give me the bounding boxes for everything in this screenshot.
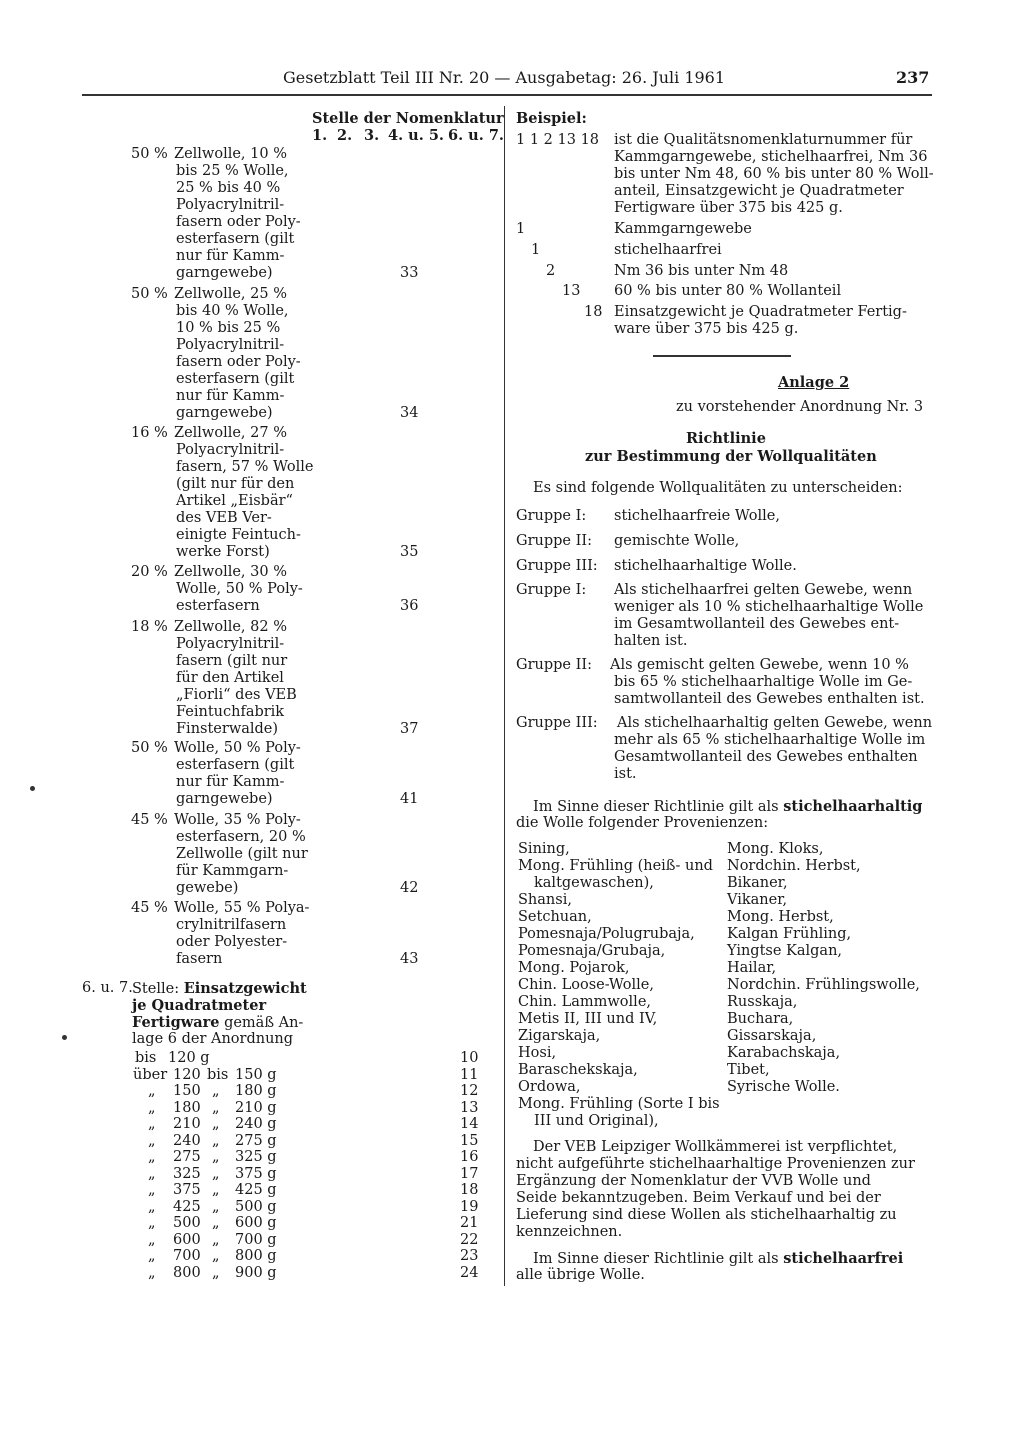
column-number: 1. <box>312 127 328 144</box>
definition-line: weniger als 10 % stichelhaarhaltige Wolle <box>614 599 924 615</box>
weight-from: 120 g <box>168 1050 210 1066</box>
weight-sep: „ <box>212 1083 220 1099</box>
provenance-item: kaltgewaschen), <box>534 875 654 891</box>
weight-sep: bis <box>207 1066 229 1083</box>
veb-line: Lieferung sind diese Wollen als stichelhaarhaltig zu <box>516 1207 897 1223</box>
weight-sep: „ <box>212 1215 220 1231</box>
beispiel-line: anteil, Einsatzgewicht je Quadratmeter <box>614 183 904 199</box>
provenance-item: Karabachskaja, <box>727 1045 841 1061</box>
column-number: 3. <box>364 127 380 144</box>
entry-line: Artikel „Eisbär“ <box>176 493 293 509</box>
stelle-label: Stelle: <box>132 981 180 997</box>
entry-code: 42 <box>400 880 419 896</box>
stelle-line-3 <box>132 1014 303 1032</box>
provenance-item: Vikaner, <box>727 892 788 908</box>
provenance-item: Baraschekskaja, <box>518 1062 638 1078</box>
entry-line: 25 % bis 40 % <box>176 180 281 196</box>
entry-percent: 45 % <box>131 812 168 828</box>
richtlinie-subtitle: zur Bestimmung der Wollqualitäten <box>585 448 877 465</box>
stelle-rest-1: gemäß An- <box>224 1015 304 1031</box>
provenance-item: Tibet, <box>727 1062 770 1078</box>
provenance-item: Sining, <box>518 841 570 857</box>
veb-line: nicht aufgeführte stichelhaarhaltige Provenienzen zur <box>516 1156 915 1172</box>
column-number: 6. u. 7. <box>448 127 504 144</box>
final-bold: stichelhaarfrei <box>783 1250 904 1267</box>
entry-line: Wolle, 50 % Poly- <box>174 740 301 756</box>
weight-sep: „ <box>212 1198 220 1215</box>
weight-to: 375 g <box>235 1165 277 1182</box>
weight-code: 10 <box>460 1050 479 1066</box>
provenance-item: Pomesnaja/Grubaja, <box>518 943 666 959</box>
weight-sep: „ <box>212 1116 220 1132</box>
weight-from: 700 <box>173 1248 201 1264</box>
entry-line: esterfasern, 20 % <box>176 829 306 845</box>
group-label: Gruppe I: <box>516 508 587 524</box>
entry-line: gewebe) <box>176 880 239 896</box>
final-line-1 <box>533 1250 903 1268</box>
provenance-intro-text: Im Sinne dieser Richtlinie gilt als <box>533 799 779 815</box>
entry-percent: 18 % <box>131 619 168 635</box>
header-title: Gesetzblatt Teil III Nr. 20 — Ausgabetag: 26. Juli 1961 <box>283 68 726 87</box>
scan-speck <box>62 1035 67 1040</box>
provenance-item: Russkaja, <box>727 994 798 1010</box>
entry-line: fasern, 57 % Wolle <box>176 459 314 475</box>
entry-line: Zellwolle, 82 % <box>174 619 287 635</box>
provenance-item: Hailar, <box>727 960 777 976</box>
stelle-line-4: lage 6 der Anordnung <box>132 1031 294 1047</box>
weight-from: 375 <box>173 1182 201 1198</box>
weight-sep: „ <box>212 1149 220 1165</box>
entry-code: 34 <box>400 405 419 421</box>
entry-line: fasern <box>176 951 223 967</box>
entry-line: (gilt nur für den <box>176 476 295 492</box>
stelle-bold-1: Einsatzgewicht <box>183 980 307 997</box>
definition-line: halten ist. <box>614 633 688 649</box>
group-text: stichelhaarhaltige Wolle. <box>614 558 797 574</box>
beispiel-line: ist die Qualitätsnomenklaturnummer für <box>614 132 913 148</box>
definition-label: Gruppe III: <box>516 715 598 731</box>
column-number: 4. u. 5. <box>388 127 444 144</box>
entry-line: für den Artikel <box>176 670 284 686</box>
entry-line: Zellwolle, 27 % <box>174 425 287 441</box>
provenance-item: Buchara, <box>727 1011 794 1027</box>
definition-label: Gruppe II: <box>516 657 592 673</box>
veb-line: Ergänzung der Nomenklatur der VVB Wolle und <box>516 1173 871 1189</box>
weight-to: 700 g <box>235 1231 277 1248</box>
breakdown-code: 1 <box>531 242 541 258</box>
weight-sep: „ <box>212 1182 220 1198</box>
entry-line: oder Polyester- <box>176 934 288 950</box>
definition-line: Gesamtwollanteil des Gewebes enthalten <box>614 749 918 765</box>
weight-from: 500 <box>173 1215 201 1231</box>
breakdown-line: Einsatzgewicht je Quadratmeter Fertig- <box>614 304 907 320</box>
weight-sep: „ <box>212 1165 220 1182</box>
weight-from: 275 <box>173 1149 201 1165</box>
anlage-subtitle: zu vorstehender Anordnung Nr. 3 <box>676 399 924 415</box>
entry-line: Zellwolle, 10 % <box>174 146 287 162</box>
entry-line: Feintuchfabrik <box>176 704 285 720</box>
provenance-item: Mong. Kloks, <box>727 841 824 857</box>
weight-code: 11 <box>460 1066 479 1083</box>
stelle-bold-3: Fertigware <box>132 1014 220 1031</box>
weight-code: 17 <box>460 1165 479 1182</box>
nomenclature-heading: Stelle der Nomenklatur <box>312 110 504 127</box>
entry-percent: 50 % <box>131 740 168 756</box>
veb-line: Seide bekanntzugeben. Beim Verkauf und bei der <box>516 1190 881 1206</box>
entry-line: fasern oder Poly- <box>176 214 301 230</box>
provenance-intro-line-2: die Wolle folgender Provenienzen: <box>516 815 769 831</box>
final-line-2: alle übrige Wolle. <box>516 1267 645 1283</box>
entry-code: 35 <box>400 544 419 560</box>
weight-code: 18 <box>460 1182 479 1198</box>
weight-from: 180 <box>173 1099 201 1116</box>
provenance-item: Mong. Pojarok, <box>518 960 630 976</box>
weight-to: 500 g <box>235 1198 277 1215</box>
column-divider <box>504 106 505 1286</box>
weight-prefix: „ <box>148 1149 156 1165</box>
weight-prefix: „ <box>148 1132 156 1149</box>
weight-sep: „ <box>212 1099 220 1116</box>
group-text: gemischte Wolle, <box>614 533 740 549</box>
entry-line: bis 25 % Wolle, <box>176 163 289 179</box>
provenance-item: Bikaner, <box>727 875 788 891</box>
entry-code: 33 <box>400 265 419 281</box>
weight-prefix: „ <box>148 1165 156 1182</box>
weight-code: 13 <box>460 1099 479 1116</box>
entry-code: 36 <box>400 598 419 614</box>
breakdown-code: 1 <box>516 221 526 237</box>
weight-prefix: „ <box>148 1198 156 1215</box>
provenance-item: Chin. Loose-Wolle, <box>518 977 654 993</box>
weight-code: 12 <box>460 1083 479 1099</box>
provenance-item: Shansi, <box>518 892 572 908</box>
provenance-item: Mong. Herbst, <box>727 909 834 925</box>
final-text: Im Sinne dieser Richtlinie gilt als <box>533 1251 779 1267</box>
beispiel-line: Fertigware über 375 bis 425 g. <box>614 200 843 216</box>
provenance-item: Hosi, <box>518 1045 557 1061</box>
weight-sep: „ <box>212 1264 220 1281</box>
definition-line: Als stichelhaarhaltig gelten Gewebe, wenn <box>617 715 933 731</box>
provenance-item: Nordchin. Frühlingswolle, <box>727 977 920 993</box>
breakdown-line: stichelhaarfrei <box>614 242 722 258</box>
weight-code: 21 <box>460 1215 479 1231</box>
weight-prefix: „ <box>148 1264 156 1281</box>
weight-prefix: „ <box>148 1182 156 1198</box>
entry-code: 41 <box>400 791 419 807</box>
entry-line: garngewebe) <box>176 791 273 807</box>
weight-to: 275 g <box>235 1132 277 1149</box>
entry-line: Polyacrylnitril- <box>176 636 285 652</box>
entry-line: 10 % bis 25 % <box>176 320 281 336</box>
entry-percent: 20 % <box>131 564 168 580</box>
header-rule <box>82 94 932 96</box>
weight-to: 210 g <box>235 1099 277 1116</box>
weight-to: 180 g <box>235 1083 277 1099</box>
definition-line: samtwollanteil des Gewebes enthalten ist. <box>614 691 925 707</box>
entry-code: 37 <box>400 721 419 737</box>
provenance-item: Metis II, III und IV, <box>518 1011 658 1027</box>
provenance-item: Chin. Lammwolle, <box>518 994 652 1010</box>
definition-label: Gruppe I: <box>516 582 587 598</box>
entry-line: bis 40 % Wolle, <box>176 303 289 319</box>
provenance-item: Kalgan Frühling, <box>727 926 852 942</box>
provenance-item: Gissarskaja, <box>727 1028 817 1044</box>
entry-line: nur für Kamm- <box>176 248 285 264</box>
weight-code: 23 <box>460 1248 479 1264</box>
beispiel-code: 1 1 2 13 18 <box>516 132 600 148</box>
entry-line: esterfasern (gilt <box>176 757 295 773</box>
weight-prefix: über <box>133 1066 168 1083</box>
entry-line: esterfasern (gilt <box>176 371 295 387</box>
entry-line: des VEB Ver- <box>176 510 272 526</box>
provenance-item: Pomesnaja/Polugrubaja, <box>518 926 695 942</box>
weight-from: 150 <box>173 1083 201 1099</box>
weight-code: 15 <box>460 1132 479 1149</box>
weight-code: 16 <box>460 1149 479 1165</box>
definition-line: bis 65 % stichelhaarhaltige Wolle im Ge- <box>614 674 913 690</box>
stelle-bold-2: je Quadratmeter <box>132 997 267 1014</box>
provenance-item: Nordchin. Herbst, <box>727 858 861 874</box>
definition-line: im Gesamtwollanteil des Gewebes ent- <box>614 616 900 632</box>
provenance-item: III und Original), <box>534 1113 659 1129</box>
weight-to: 900 g <box>235 1264 277 1281</box>
group-label: Gruppe III: <box>516 558 598 574</box>
weight-from: 600 <box>173 1231 201 1248</box>
entry-line: einigte Feintuch- <box>176 527 301 543</box>
entry-line: crylnitrilfasern <box>176 917 287 933</box>
weight-from: 325 <box>173 1165 201 1182</box>
weight-from: 210 <box>173 1116 201 1132</box>
entry-percent: 16 % <box>131 425 168 441</box>
entry-line: Polyacrylnitril- <box>176 337 285 353</box>
breakdown-line: Kammgarngewebe <box>614 221 752 237</box>
definition-line: ist. <box>614 766 637 782</box>
anlage-title: Anlage 2 <box>778 374 850 391</box>
weight-prefix: „ <box>148 1099 156 1116</box>
breakdown-code: 18 <box>584 304 603 320</box>
weight-prefix: „ <box>148 1231 156 1248</box>
provenance-item: Mong. Frühling (heiß- und <box>518 858 713 874</box>
breakdown-code: 2 <box>546 263 556 279</box>
entry-line: Polyacrylnitril- <box>176 197 285 213</box>
entry-line: garngewebe) <box>176 265 273 281</box>
entry-line: „Fiorli“ des VEB <box>176 687 297 703</box>
veb-line: Der VEB Leipziger Wollkämmerei ist verpflichtet, <box>533 1139 898 1155</box>
weight-prefix: „ <box>148 1083 156 1099</box>
weight-from: 120 <box>173 1066 201 1083</box>
breakdown-code: 13 <box>562 283 581 299</box>
weight-prefix: „ <box>148 1215 156 1231</box>
beispiel-label: Beispiel: <box>516 110 587 127</box>
entry-code: 43 <box>400 951 419 967</box>
provenance-item: Zigarskaja, <box>518 1028 601 1044</box>
entry-line: fasern (gilt nur <box>176 653 288 669</box>
stelle-prefix: 6. u. 7. <box>82 980 133 996</box>
weight-sep: „ <box>212 1132 220 1149</box>
scan-speck <box>30 786 35 791</box>
entry-line: Finsterwalde) <box>176 721 279 737</box>
provenance-item: Setchuan, <box>518 909 592 925</box>
weight-to: 425 g <box>235 1182 277 1198</box>
group-label: Gruppe II: <box>516 533 592 549</box>
weight-code: 22 <box>460 1231 479 1248</box>
stelle-line-1 <box>132 980 307 998</box>
entry-line: werke Forst) <box>176 544 270 560</box>
entry-line: fasern oder Poly- <box>176 354 301 370</box>
weight-sep: „ <box>212 1248 220 1264</box>
weight-prefix: bis <box>135 1050 157 1066</box>
richtlinie-title: Richtlinie <box>686 430 766 447</box>
provenance-intro-line-1 <box>533 798 922 816</box>
veb-line: kennzeichnen. <box>516 1224 623 1240</box>
weight-prefix: „ <box>148 1248 156 1264</box>
weight-sep: „ <box>212 1231 220 1248</box>
weight-to: 800 g <box>235 1248 277 1264</box>
breakdown-line: ware über 375 bis 425 g. <box>614 321 799 337</box>
section-separator <box>653 355 791 357</box>
definition-line: Als stichelhaarfrei gelten Gewebe, wenn <box>614 582 913 598</box>
provenance-item: Ordowa, <box>518 1079 581 1095</box>
entry-line: garngewebe) <box>176 405 273 421</box>
column-number: 2. <box>337 127 353 144</box>
entry-line: esterfasern (gilt <box>176 231 295 247</box>
breakdown-line: 60 % bis unter 80 % Wollanteil <box>614 283 842 299</box>
entry-line: esterfasern <box>176 598 260 614</box>
definition-line: Als gemischt gelten Gewebe, wenn 10 % <box>610 657 909 673</box>
entry-percent: 50 % <box>131 146 168 162</box>
definition-line: mehr als 65 % stichelhaarhaltige Wolle im <box>614 732 926 748</box>
entry-line: für Kammgarn- <box>176 863 289 879</box>
weight-from: 425 <box>173 1198 201 1215</box>
entry-line: Wolle, 55 % Polya- <box>174 900 310 916</box>
intro-text: Es sind folgende Wollqualitäten zu unterscheiden: <box>533 480 903 496</box>
weight-code: 24 <box>460 1264 479 1281</box>
entry-line: Zellwolle, 25 % <box>174 286 287 302</box>
breakdown-line: Nm 36 bis unter Nm 48 <box>614 263 789 279</box>
entry-line: Polyacrylnitril- <box>176 442 285 458</box>
provenance-intro-bold: stichelhaarhaltig <box>783 798 923 815</box>
entry-line: Zellwolle (gilt nur <box>176 846 308 862</box>
provenance-item: Mong. Frühling (Sorte I bis <box>518 1096 720 1112</box>
weight-prefix: „ <box>148 1116 156 1132</box>
entry-line: Zellwolle, 30 % <box>174 564 287 580</box>
entry-line: nur für Kamm- <box>176 388 285 404</box>
weight-from: 240 <box>173 1132 201 1149</box>
entry-line: Wolle, 50 % Poly- <box>176 581 303 597</box>
entry-percent: 45 % <box>131 900 168 916</box>
weight-from: 800 <box>173 1264 201 1281</box>
provenance-item: Yingtse Kalgan, <box>727 943 843 959</box>
beispiel-line: Kammgarngewebe, stichelhaarfrei, Nm 36 <box>614 149 928 165</box>
weight-code: 14 <box>460 1116 479 1132</box>
entry-percent: 50 % <box>131 286 168 302</box>
weight-to: 150 g <box>235 1066 277 1083</box>
weight-to: 325 g <box>235 1149 277 1165</box>
beispiel-line: bis unter Nm 48, 60 % bis unter 80 % Woll- <box>614 166 934 182</box>
page-number: 237 <box>896 68 930 87</box>
group-text: stichelhaarfreie Wolle, <box>614 508 780 524</box>
weight-to: 600 g <box>235 1215 277 1231</box>
entry-line: nur für Kamm- <box>176 774 285 790</box>
weight-to: 240 g <box>235 1116 277 1132</box>
entry-line: Wolle, 35 % Poly- <box>174 812 301 828</box>
weight-code: 19 <box>460 1198 479 1215</box>
provenance-item: Syrische Wolle. <box>727 1079 840 1095</box>
